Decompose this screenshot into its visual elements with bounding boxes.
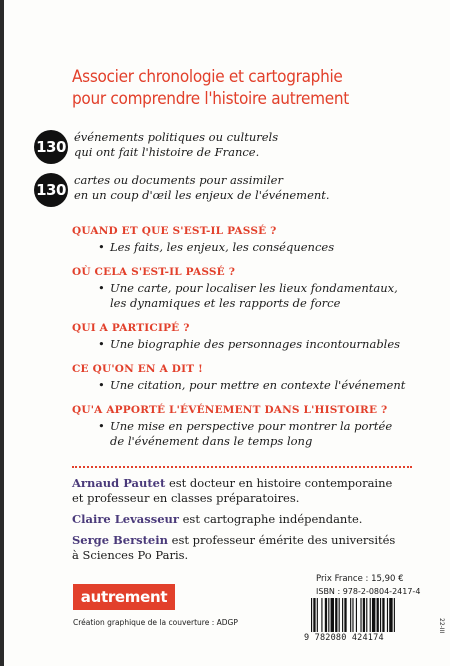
count-maps-text xyxy=(74,173,330,203)
bullet-icon: • xyxy=(98,240,105,254)
headline-line-1: Associer chronologie et cartographie xyxy=(72,67,343,87)
author-name: Serge Berstein xyxy=(72,533,168,547)
section-title: QU'A APPORTÉ L'ÉVÉNEMENT DANS L'HISTOIRE ? xyxy=(72,404,388,416)
author-bio-pautet xyxy=(72,476,432,506)
author-desc: est professeur émérite des universités xyxy=(167,533,396,547)
headline xyxy=(72,66,422,110)
section-title: QUI A PARTICIPÉ ? xyxy=(72,322,190,334)
author-desc-line-2: et professeur en classes préparatoires. xyxy=(72,491,300,505)
cover-design-credit: Création graphique de la couverture : ADGP xyxy=(73,618,238,627)
bullet-icon: • xyxy=(98,281,105,295)
barcode-bar xyxy=(344,598,346,632)
headline-line-2: pour comprendre l'histoire autrement xyxy=(72,89,349,109)
section-title: CE QU'ON EN A DIT ! xyxy=(72,363,203,375)
count-badge-maps: 130 xyxy=(34,173,68,207)
count-events-line-2: qui ont fait l'histoire de France. xyxy=(74,145,260,159)
author-name: Claire Levasseur xyxy=(72,512,179,526)
bullet-icon: • xyxy=(98,378,105,392)
dotted-divider xyxy=(72,466,412,468)
barcode-bar xyxy=(335,598,337,632)
price-label: Prix France : 15,90 € xyxy=(316,574,404,584)
author-bio-levasseur xyxy=(72,512,432,527)
barcode-bar xyxy=(363,598,365,632)
barcode-number: 9 782080 424174 xyxy=(304,633,384,643)
barcode-bar xyxy=(360,598,361,632)
author-desc-line-2: à Sciences Po Paris. xyxy=(72,548,189,562)
author-bio-berstein xyxy=(72,533,432,563)
count-badge-events: 130 xyxy=(34,130,68,164)
author-name: Arnaud Pautet xyxy=(72,476,166,490)
barcode-bar xyxy=(350,598,351,632)
barcode-bar xyxy=(339,598,340,632)
count-maps-line-1: cartes ou documents pour assimiler xyxy=(74,173,283,187)
author-desc: est docteur en histoire contemporaine xyxy=(165,476,393,490)
section-body xyxy=(72,419,432,449)
barcode-bar xyxy=(342,598,343,632)
section-line: Les faits, les enjeux, les conséquences xyxy=(110,240,335,254)
barcode-bar xyxy=(356,598,357,632)
barcode-bar xyxy=(366,598,367,632)
barcode-bar xyxy=(380,598,381,632)
barcode-bar xyxy=(317,598,318,632)
section-line: Une mise en perspective pour montrer la portée xyxy=(110,419,393,433)
count-events-text xyxy=(74,130,278,160)
barcode-bar xyxy=(370,598,371,632)
section-line: les dynamiques et les rapports de force xyxy=(110,296,341,310)
bullet-icon: • xyxy=(98,337,105,351)
section-title: OÙ CELA S'EST-IL PASSÉ ? xyxy=(72,266,236,278)
section-line: Une citation, pour mettre en contexte l'événement xyxy=(110,378,406,392)
section-body xyxy=(72,240,432,255)
section-when xyxy=(72,224,432,255)
barcode-bar xyxy=(313,598,315,632)
barcode-bar xyxy=(328,598,329,632)
section-line: Une carte, pour localiser les lieux fondamentaux, xyxy=(110,281,398,295)
barcode-bar xyxy=(325,598,327,632)
bullet-icon: • xyxy=(98,419,105,433)
barcode-bar xyxy=(321,598,322,632)
side-code: 22-III xyxy=(438,618,445,634)
section-body xyxy=(72,378,432,393)
count-maps-line-2: en un coup d'œil les enjeux de l'événement. xyxy=(74,188,330,202)
count-events-line-1: événements politiques ou culturels xyxy=(74,130,279,144)
isbn-label: ISBN : 978-2-0804-2417-4 xyxy=(316,587,421,596)
publisher-logo: autrement xyxy=(73,584,175,610)
section-where xyxy=(72,265,432,311)
author-bios xyxy=(72,476,432,569)
section-said xyxy=(72,362,432,393)
section-impact xyxy=(72,403,432,449)
barcode-bar xyxy=(389,598,392,632)
section-line: Une biographie des personnages incontournables xyxy=(110,337,401,351)
section-line: de l'événement dans le temps long xyxy=(110,434,313,448)
barcode-bar xyxy=(387,598,388,632)
feature-sections xyxy=(72,224,432,459)
author-desc: est cartographe indépendante. xyxy=(178,512,363,526)
barcode-bar xyxy=(372,598,375,632)
barcode-bar xyxy=(352,598,353,632)
section-body xyxy=(72,281,432,311)
barcode-bar xyxy=(382,598,384,632)
barcode-bar xyxy=(377,598,379,632)
section-title: QUAND ET QUE S'EST-IL PASSÉ ? xyxy=(72,225,277,237)
barcode-bar xyxy=(394,598,395,632)
barcode-bar xyxy=(331,598,334,632)
section-who xyxy=(72,321,432,352)
section-body xyxy=(72,337,432,352)
barcode-bar xyxy=(311,598,312,632)
barcode-icon xyxy=(310,598,434,632)
